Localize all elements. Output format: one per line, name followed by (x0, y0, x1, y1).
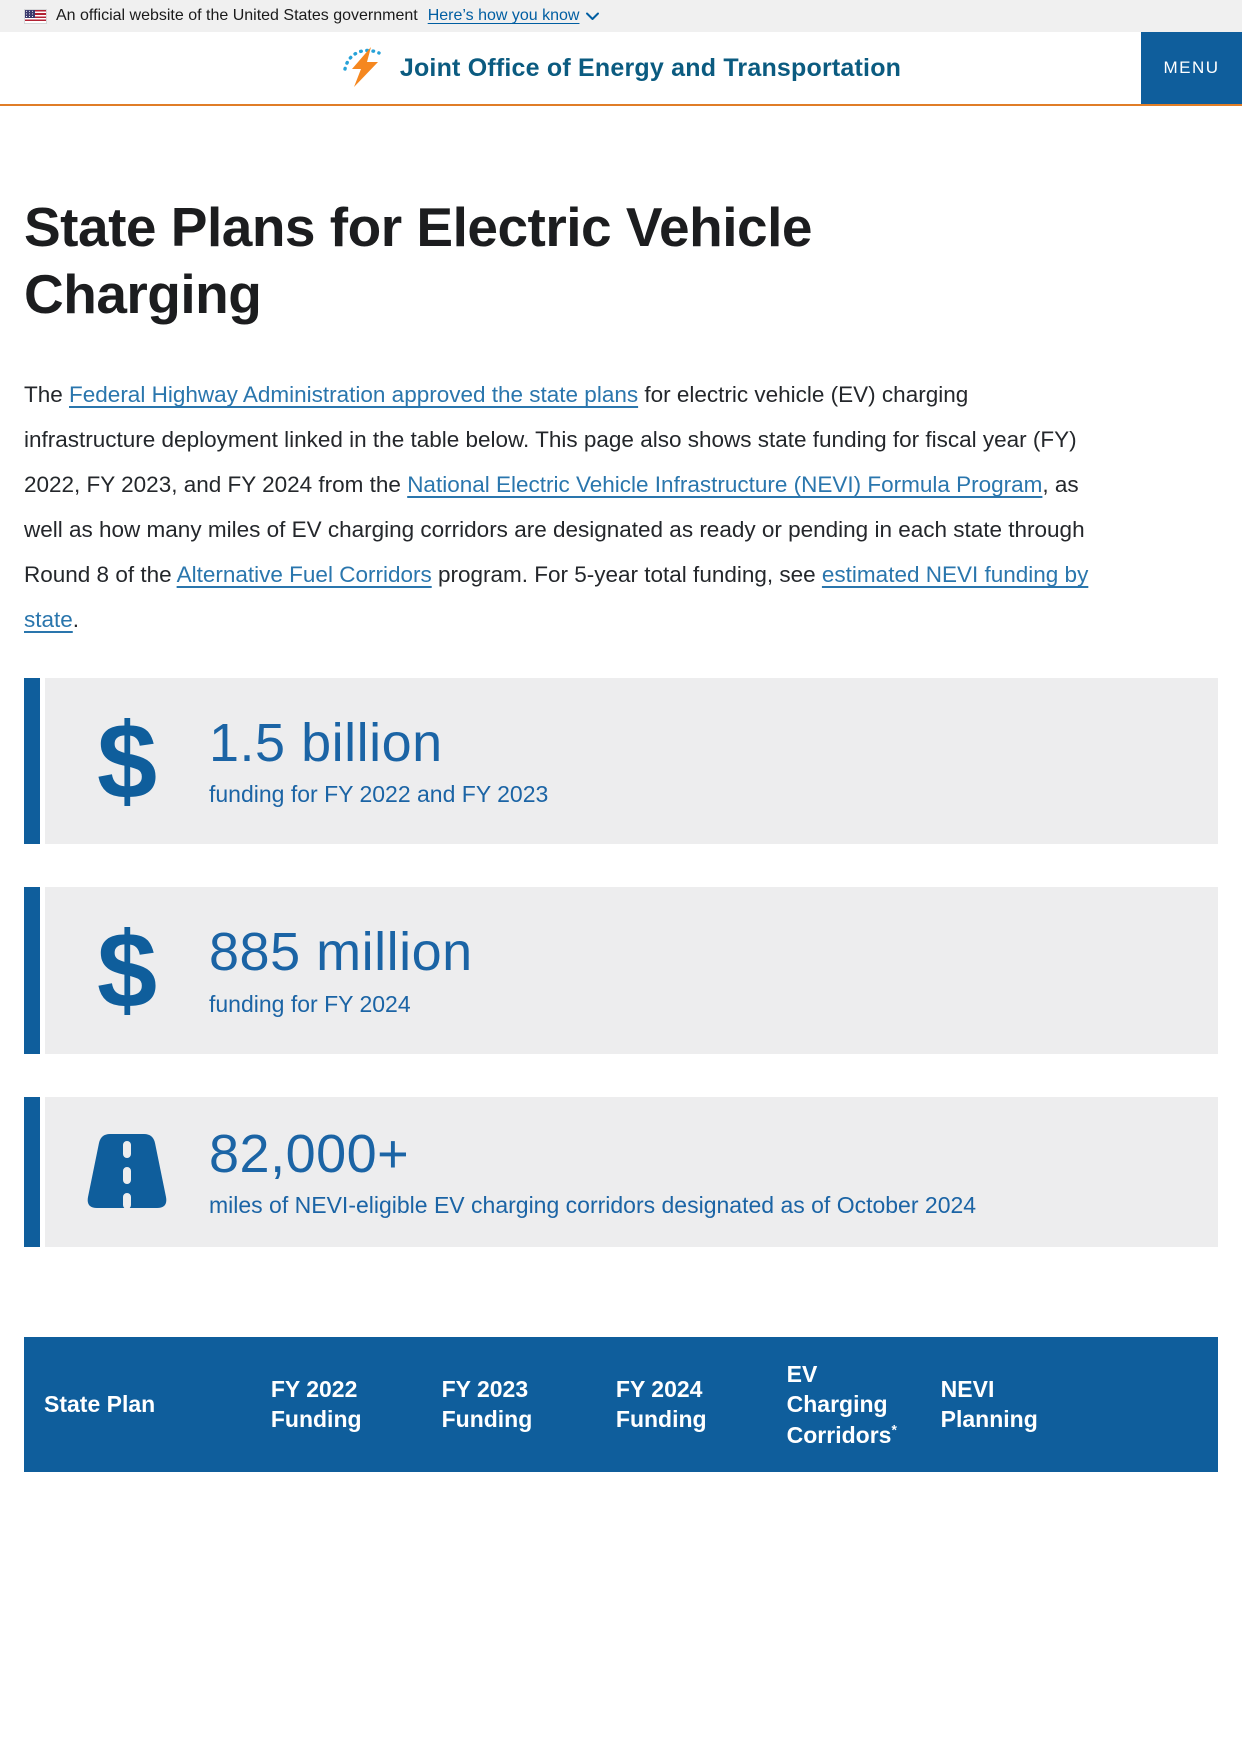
stat-text-group (209, 1125, 976, 1219)
road-icon (71, 1128, 183, 1216)
col-header-state-plan: State Plan (24, 1337, 251, 1472)
col-header-fy2024-funding: FY 2024 Funding (596, 1337, 767, 1472)
alternative-fuel-corridors-link[interactable]: Alternative Fuel Corridors (176, 562, 432, 588)
stat-caption: miles of NEVI-eligible EV charging corridors designated as of October 2024 (209, 1191, 977, 1218)
col-header-fy2022-funding: FY 2022 Funding (251, 1337, 422, 1472)
menu-button[interactable]: MENU (1141, 32, 1242, 104)
intro-text-4: program. For 5-year total funding, see (431, 562, 822, 588)
stat-card-body (45, 1097, 1218, 1247)
site-title: Joint Office of Energy and Transportation (399, 53, 902, 82)
col-header-ev-charging-corridors: EV Charging Corridors* (767, 1337, 921, 1472)
stat-card-accent-bar (24, 1097, 40, 1247)
stat-card-body (45, 678, 1218, 844)
intro-paragraph (24, 372, 1096, 642)
col-header-fy2023-funding: FY 2023 Funding (422, 1337, 596, 1472)
col-header-nevi-planning: NEVI Planning (921, 1337, 1218, 1472)
fhwa-approved-state-plans-link[interactable]: Federal Highway Administration approved the state plans (69, 382, 639, 408)
intro-text-5: . (72, 607, 80, 633)
heres-how-you-know-link[interactable]: Here’s how you know (427, 7, 580, 24)
gov-banner (0, 0, 1242, 32)
site-header (0, 32, 1242, 106)
stat-caption: funding for FY 2024 (209, 990, 411, 1017)
logo-title-group[interactable] (341, 44, 901, 93)
dollar-icon: $ (96, 909, 158, 1031)
stat-card-funding-fy2024 (24, 887, 1218, 1053)
stat-card-funding-fy2022-2023 (24, 678, 1218, 844)
stat-card-body (45, 887, 1218, 1053)
nevi-formula-program-link[interactable]: National Electric Vehicle Infrastructure (NEVI) Formula Program (407, 472, 1043, 498)
estimated-nevi-funding-link[interactable]: estimated NEVI funding by state (24, 562, 1089, 633)
stat-card-corridor-miles (24, 1097, 1218, 1247)
stat-caption: funding for FY 2022 and FY 2023 (209, 781, 549, 808)
intro-text-1: The (24, 382, 70, 408)
main-content (0, 194, 1242, 1472)
dollar-icon: $ (96, 700, 158, 822)
banner-text: An official website of the United States government (56, 7, 418, 24)
page-title: State Plans for Electric Vehicle Charging (24, 196, 812, 326)
stat-text-group (209, 714, 548, 808)
stat-value: 885 million (209, 922, 473, 983)
corridors-asterisk: * (891, 1421, 897, 1437)
stat-card-accent-bar (24, 887, 40, 1053)
state-plans-table (24, 1337, 1218, 1472)
stat-value: 1.5 billion (209, 713, 443, 774)
intro-text-3: , as well as how many miles of EV charging corridors are designated as ready or pending in each state through Round 8 of the (24, 472, 1085, 588)
joint-office-logo-icon (341, 44, 387, 93)
intro-text-2: for electric vehicle (EV) charging infrastructure deployment linked in the table below. This page also shows state funding for fiscal year (FY) 2022, FY 2023, and FY 2024 from the (24, 382, 1077, 498)
stat-text-group (209, 923, 473, 1017)
stat-card-accent-bar (24, 678, 40, 844)
stat-value: 82,000+ (209, 1123, 410, 1184)
flag-canton (25, 10, 35, 18)
chevron-down-icon[interactable] (585, 11, 600, 21)
us-flag-icon (24, 9, 47, 24)
state-plans-table-header (24, 1337, 1218, 1472)
